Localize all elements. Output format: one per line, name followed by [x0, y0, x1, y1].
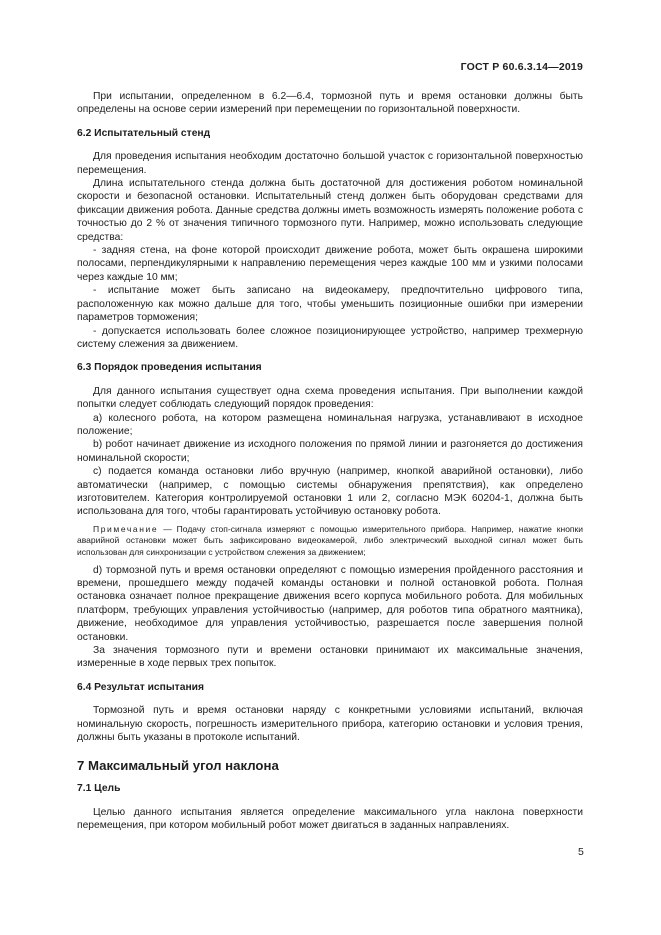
list-item: - допускается использовать более сложное позиционирующее устройство, например трехмерную систему слежения за движением. [77, 325, 583, 350]
paragraph-intro: При испытании, определенном в 6.2—6.4, тормозной путь и время остановки должны быть определены на основе серии измерений при перемещении по горизонтальной поверхности. [77, 91, 583, 116]
paragraph: За значения тормозного пути и времени остановки принимают их максимальные значения, измеренные в ходе первых трех попыток. [77, 645, 583, 670]
chapter-heading-7: 7 Максимальный угол наклона [77, 758, 279, 774]
list-item: d) тормозной путь и время остановки определяют с помощью измерения пройденного расстояния и времени, прошедшего между подачей команды остановки и полной остановкой робота. Полная остановка означает полное прекращение движения всего корпуса мобильного робота. Для мобильных платформ, требующих управления устойчивостью (например, для роботов типа обратного маятника), движение, необходимое для управления устойчивостью, разрешается после завершения полной остановки. [77, 564, 583, 643]
list-item: - задняя стена, на фоне которой происходит движение робота, может быть окрашена широкими полосами, перпендикулярными к направлению перемещения через каждые 100 мм и узкими полосами через каждые 10 мм; [77, 245, 583, 283]
section-heading-6-3: 6.3 Порядок проведения испытания [77, 362, 262, 374]
document-header: ГОСТ Р 60.6.3.14—2019 [460, 61, 583, 73]
list-item: а) колесного робота, на котором размещена номинальная нагрузка, устанавливают в исходное положение; [77, 412, 583, 437]
paragraph: Длина испытательного стенда должна быть достаточной для достижения роботом номинальной скорости и безопасной остановки. Испытательный стенд должен быть оборудован средствами для фиксации движения робота. Данные средства должны иметь возможность измерять положение робота с точностью до 2 % от значения типичного тормозного пути. Например, можно использовать следующие средства: [77, 178, 583, 243]
list-item: b) робот начинает движение из исходного положения по прямой линии и разгоняется до достижения номинальной скорости; [77, 439, 583, 464]
list-item: - испытание может быть записано на видеокамеру, предпочтительно цифрового типа, расположенную как можно дальше для того, чтобы уменьшить позиционные ошибки при измерении параметров торможения; [77, 285, 583, 324]
paragraph: Для проведения испытания необходим достаточно большой участок с горизонтальной поверхностью перемещения. [77, 151, 583, 176]
paragraph: Тормозной путь и время остановки наряду с конкретными условиями испытаний, включая номинальную скорость, погрешность измерительного прибора, категорию остановки и условия трения, должны быть указаны в протоколе испытаний. [77, 705, 583, 744]
list-item: с) подается команда остановки либо вручную (например, кнопкой аварийной остановки), либо автоматически (например, с помощью системы обнаружения препятствия), как определено изготовителем. Категория контролируемой остановки 1 или 2, согласно МЭК 60204-1, должна быть использована для того, чтобы гарантировать устойчивую остановку робота. [77, 466, 583, 518]
note-text: — Подачу стоп-сигнала измеряют с помощью измерительного прибора. Например, нажатие кнопки аварийной остановки может быть зафиксировано видеокамерой, либо электрический выходной сигнал может быть использован для синхронизации с устройством слежения за движением; [77, 523, 583, 557]
note [77, 524, 583, 559]
note-label: Примечание [93, 523, 159, 534]
section-heading-6-2: 6.2 Испытательный стенд [77, 127, 211, 139]
section-heading-6-4: 6.4 Результат испытания [77, 681, 205, 693]
paragraph: Целью данного испытания является определение максимального угла наклона поверхности перемещения, при котором мобильный робот может двигаться в заданных направлениях. [77, 806, 583, 832]
section-heading-7-1: 7.1 Цель [77, 783, 121, 795]
paragraph: Для данного испытания существует одна схема проведения испытания. При выполнении каждой попытки следует соблюдать следующий порядок проведения: [77, 385, 583, 411]
document-body [77, 90, 583, 833]
page-number: 5 [578, 846, 584, 858]
